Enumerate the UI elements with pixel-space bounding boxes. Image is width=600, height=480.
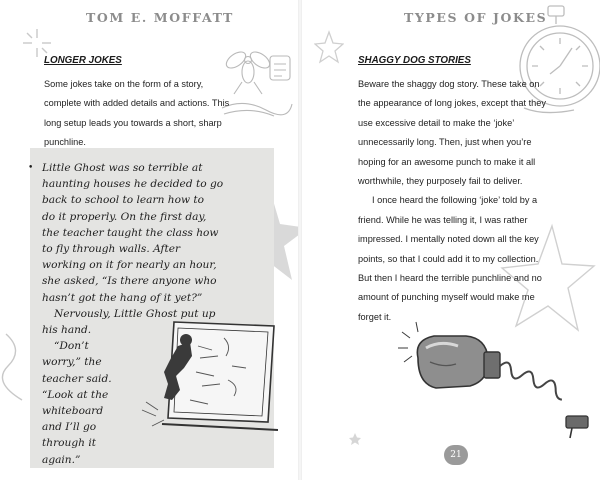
intro-paragraph: [44, 75, 270, 153]
joke-line: working on it for nearly an hour,: [42, 259, 217, 272]
text-line: impressed. I mentally noted down all the key: [358, 234, 539, 245]
section-title: SHAGGY DOG STORIES: [358, 55, 471, 66]
spring-boxing-glove-illustration: [396, 318, 592, 442]
joke-line: Nervously, Little Ghost put up: [54, 307, 216, 320]
joke-line: and I’ll go: [42, 421, 97, 434]
joke-line: again.”: [42, 453, 81, 466]
joke-line: through it: [42, 437, 96, 450]
joke-line: “Don’t: [54, 340, 89, 353]
bullet-icon: •: [28, 163, 34, 173]
joke-line: do it properly. On the first day,: [42, 210, 207, 223]
joke-line: whiteboard: [42, 405, 104, 418]
text-line: points, so that I could add it to my collection.: [358, 253, 539, 264]
text-line: long setup leads you towards a short, sharp: [44, 117, 222, 128]
joke-line: hasn’t got the hang of it yet?”: [42, 291, 203, 304]
squiggle-doodle-icon: [0, 330, 30, 410]
joke-line: his hand.: [42, 324, 92, 337]
running-head: TYPES OF JOKES: [404, 10, 548, 25]
text-line: the appearance of long jokes, except that they: [358, 98, 546, 109]
joke-punchline: [42, 338, 142, 468]
joke-line: the teacher taught the class how: [42, 226, 219, 239]
running-head: TOM E. MOFFATT: [86, 10, 234, 25]
joke-line: “Look at the: [42, 388, 109, 401]
text-line: hoping for an awesome punch to make it all: [358, 156, 536, 167]
text-line: Beware the shaggy dog story. These take on: [358, 79, 540, 89]
joke-line: back to school to learn how to: [42, 194, 205, 207]
text-line: unnecessarily long. Then, just when you’re: [358, 137, 532, 148]
text-line: punchline.: [44, 137, 86, 148]
joke-line: haunting houses he decided to go: [42, 178, 224, 191]
text-line: complete with added details and actions. This: [44, 98, 230, 109]
star-doodle-icon: [314, 30, 344, 64]
right-page: [300, 0, 600, 480]
text-line: Some jokes take on the form of a story,: [44, 79, 204, 89]
joke-line: worry,” the: [42, 356, 102, 369]
text-line: I once heard the following ‘joke’ told by a: [372, 195, 538, 206]
text-line: friend. While he was telling it, I was rather: [358, 214, 528, 225]
page-number-badge: 21: [444, 445, 468, 465]
joke-line: Little Ghost was so terrible at: [42, 162, 203, 174]
joke-paragraph: [28, 160, 264, 468]
text-line: use excessive detail to make the ‘joke’: [358, 117, 515, 128]
joke-story: [28, 160, 264, 468]
section-title: LONGER JOKES: [44, 55, 122, 66]
text-line: But then I heard the terrible punchline and no: [358, 273, 542, 284]
joke-line: teacher said.: [42, 372, 112, 385]
text-line: forget it.: [358, 311, 392, 322]
star-doodle-icon: [348, 432, 362, 446]
body-text: [358, 75, 580, 327]
joke-line: to fly through walls. After: [42, 243, 181, 256]
joke-line: she asked, “Is there anyone who: [42, 275, 217, 288]
text-line: worthwhile, they purposely fail to deliver.: [358, 176, 523, 187]
text-line: amount of punching myself would make me: [358, 292, 535, 303]
